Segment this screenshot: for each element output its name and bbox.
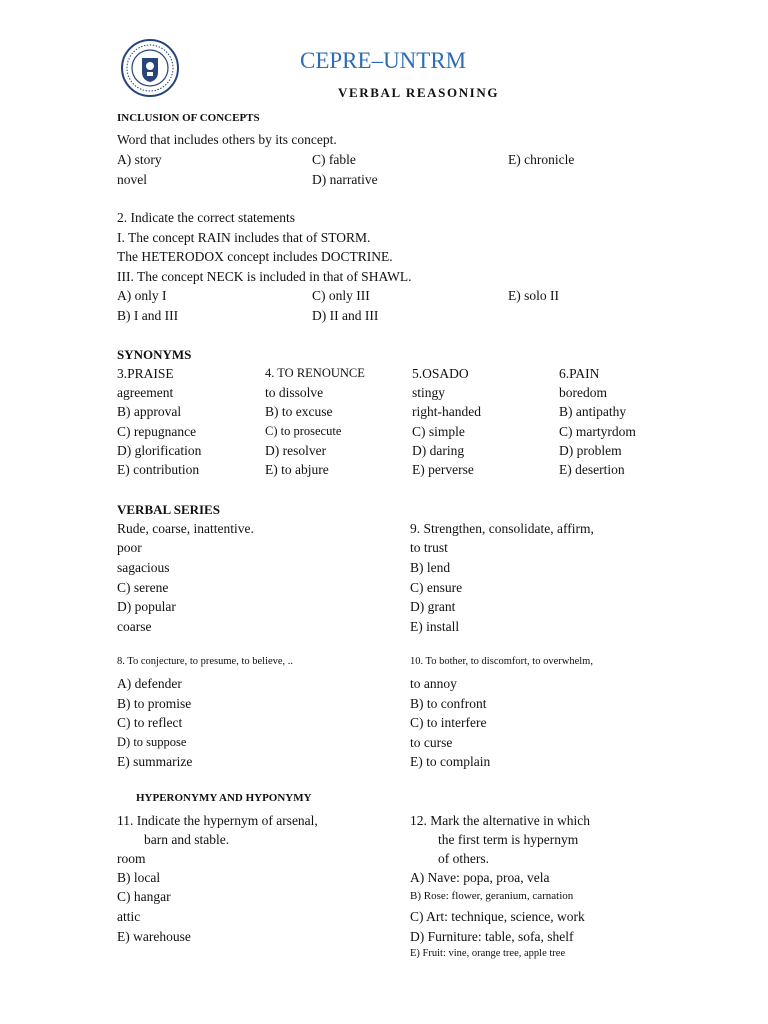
question-12: 12. Mark the alternative in which bbox=[410, 813, 590, 828]
synonym-option: D) problem bbox=[559, 443, 622, 458]
q11-option: C) hangar bbox=[117, 889, 171, 904]
statement: I. The concept RAIN includes that of STORM. bbox=[117, 230, 371, 245]
option: E) solo II bbox=[508, 288, 559, 303]
series-option: E) summarize bbox=[117, 754, 193, 769]
synonym-item: 6.PAIN bbox=[559, 366, 600, 381]
q11-option: room bbox=[117, 851, 146, 866]
q11-option: B) local bbox=[117, 870, 161, 885]
seal-icon bbox=[120, 38, 180, 98]
series-question: 9. Strengthen, consolidate, affirm, bbox=[410, 521, 594, 536]
series-option: poor bbox=[117, 540, 142, 555]
synonym-option: C) simple bbox=[412, 424, 465, 439]
question-12-cont: the first term is hypernym bbox=[438, 832, 579, 847]
series-question: Rude, coarse, inattentive. bbox=[117, 521, 254, 536]
question-2: 2. Indicate the correct statements bbox=[117, 210, 296, 225]
synonym-option: right-handed bbox=[412, 404, 481, 419]
university-logo bbox=[120, 38, 180, 98]
statement: The HETERODOX concept includes DOCTRINE. bbox=[117, 249, 393, 264]
page-subtitle: VERBAL REASONING bbox=[338, 85, 500, 100]
series-option: E) to complain bbox=[410, 754, 491, 769]
synonym-option: B) to excuse bbox=[265, 404, 333, 419]
series-option: to annoy bbox=[410, 676, 457, 691]
section-heading-inclusion: INCLUSION OF CONCEPTS bbox=[117, 112, 260, 124]
synonym-item: 4. TO RENOUNCE bbox=[265, 366, 365, 380]
synonym-option: C) repugnance bbox=[117, 424, 197, 439]
series-question: 10. To bother, to discomfort, to overwhelm, bbox=[410, 656, 593, 667]
q12-option: A) Nave: popa, proa, vela bbox=[410, 870, 550, 885]
statement: III. The concept NECK is included in that of SHAWL. bbox=[117, 269, 412, 284]
synonym-option: D) glorification bbox=[117, 443, 202, 458]
series-option: to curse bbox=[410, 735, 453, 750]
section-heading-synonyms: SYNONYMS bbox=[117, 347, 192, 362]
question-1: Word that includes others by its concept. bbox=[117, 132, 337, 147]
q12-option: E) Fruit: vine, orange tree, apple tree bbox=[410, 948, 566, 959]
option: A) only I bbox=[117, 288, 167, 303]
synonym-option: agreement bbox=[117, 385, 174, 400]
q11-option: E) warehouse bbox=[117, 929, 191, 944]
synonym-option: E) desertion bbox=[559, 462, 625, 477]
option: D) II and III bbox=[312, 308, 379, 323]
synonym-option: to dissolve bbox=[265, 385, 324, 400]
question-12-cont: of others. bbox=[438, 851, 489, 866]
series-option: E) install bbox=[410, 619, 460, 634]
series-option: C) to interfere bbox=[410, 715, 487, 730]
synonym-option: E) perverse bbox=[412, 462, 474, 477]
option: E) chronicle bbox=[508, 152, 575, 167]
q12-option: B) Rose: flower, geranium, carnation bbox=[410, 890, 574, 902]
series-option: to trust bbox=[410, 540, 448, 555]
synonym-option: E) to abjure bbox=[265, 462, 329, 477]
question-11-cont: barn and stable. bbox=[144, 832, 230, 847]
synonym-item: 5.OSADO bbox=[412, 366, 469, 381]
option: C) only III bbox=[312, 288, 370, 303]
q12-option: C) Art: technique, science, work bbox=[410, 909, 585, 924]
section-heading-hyperonymy: HYPERONYMY AND HYPONYMY bbox=[136, 792, 312, 804]
series-option: D) popular bbox=[117, 599, 176, 614]
option: B) I and III bbox=[117, 308, 179, 323]
series-option: C) to reflect bbox=[117, 715, 183, 730]
series-option: B) lend bbox=[410, 560, 451, 575]
question-11: 11. Indicate the hypernym of arsenal, bbox=[117, 813, 318, 828]
series-option: C) ensure bbox=[410, 580, 463, 595]
synonym-option: B) approval bbox=[117, 404, 182, 419]
q12-option: D) Furniture: table, sofa, shelf bbox=[410, 929, 574, 944]
synonym-item: 3.PRAISE bbox=[117, 366, 174, 381]
option: novel bbox=[117, 172, 147, 187]
series-option: C) serene bbox=[117, 580, 169, 595]
q11-option: attic bbox=[117, 909, 141, 924]
synonym-option: D) resolver bbox=[265, 443, 327, 458]
page-title: CEPRE–UNTRM bbox=[300, 48, 467, 73]
series-option: sagacious bbox=[117, 560, 170, 575]
synonym-option: C) to prosecute bbox=[265, 424, 342, 438]
synonym-option: stingy bbox=[412, 385, 446, 400]
series-option: D) to suppose bbox=[117, 735, 187, 749]
option: C) fable bbox=[312, 152, 356, 167]
option: A) story bbox=[117, 152, 162, 167]
synonym-option: C) martyrdom bbox=[559, 424, 636, 439]
synonym-option: E) contribution bbox=[117, 462, 200, 477]
option: D) narrative bbox=[312, 172, 378, 187]
series-option: B) to promise bbox=[117, 696, 192, 711]
series-option: coarse bbox=[117, 619, 152, 634]
series-option: A) defender bbox=[117, 676, 182, 691]
synonym-option: B) antipathy bbox=[559, 404, 627, 419]
section-heading-verbal-series: VERBAL SERIES bbox=[117, 502, 220, 517]
series-option: B) to confront bbox=[410, 696, 487, 711]
synonym-option: D) daring bbox=[412, 443, 465, 458]
series-option: D) grant bbox=[410, 599, 456, 614]
series-question: 8. To conjecture, to presume, to believe, .. bbox=[117, 656, 294, 667]
synonym-option: boredom bbox=[559, 385, 607, 400]
